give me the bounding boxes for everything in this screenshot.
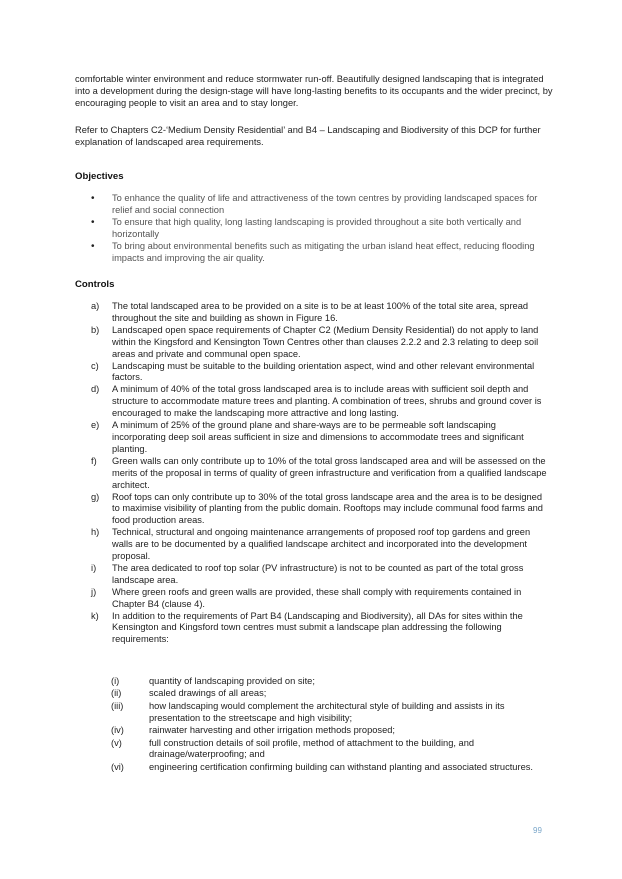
requirement-marker: (vi): [111, 761, 124, 772]
list-item: [75, 492, 550, 528]
control-text: Landscaped open space requirements of Chapter C2 (Medium Density Residential) do not apply to land within the Kingsford and Kensington Town Centres other than clauses 2.2.2 and 2.3 relating to deep soil areas and private and communal open space.: [112, 324, 539, 359]
control-text: A minimum of 40% of the total gross landscaped area is to include areas with sufficient soil depth and structure to accommodate mature trees and planting. A combination of trees, shrubs and ground cover is encouraged to make the landscaping more attractive and long lasting.: [112, 384, 542, 419]
requirements-list: [75, 676, 553, 774]
control-marker: i): [91, 562, 97, 573]
list-item: [75, 193, 553, 217]
list-item: [75, 301, 550, 325]
list-item: [75, 456, 550, 492]
bullet-icon: •: [91, 240, 95, 252]
list-item: [75, 217, 553, 241]
requirement-marker: (ii): [111, 688, 122, 699]
requirement-marker: (iv): [111, 725, 124, 736]
requirement-marker: (i): [111, 676, 120, 686]
list-item: [75, 325, 550, 361]
list-item: [75, 762, 553, 774]
list-item: [75, 527, 550, 563]
control-marker: c): [91, 360, 99, 371]
control-text: A minimum of 25% of the ground plane and share-ways are to be permeable soft landscaping incorporating deep soil areas sufficient in size and dimensions to accommodate trees and significant planting.: [112, 420, 524, 454]
requirement-text: engineering certification confirming building can withstand planting and associated structures.: [149, 761, 533, 772]
control-text: In addition to the requirements of Part B4 (Landscaping and Biodiversity), all DAs for sites within the Kensington and Kingsford town centres must submit a landscape plan addressing the following requirements:: [112, 610, 523, 645]
control-marker: g): [91, 491, 100, 502]
control-marker: d): [91, 384, 100, 395]
control-marker: b): [91, 324, 100, 335]
control-marker: j): [91, 586, 97, 597]
list-item: [75, 725, 553, 737]
control-text: Roof tops can only contribute up to 30% of the total gross landscape area and the area is to be designed to maximise visibility of planting from the public domain. Rooftops may include communal food farms and food production areas.: [112, 491, 543, 526]
list-item: [75, 420, 550, 456]
control-marker: h): [91, 527, 100, 538]
control-text: The area dedicated to roof top solar (PV infrastructure) is not to be counted as part of the total gross landscape area.: [112, 562, 524, 585]
control-text: Landscaping must be suitable to the building orientation aspect, wind and other relevant environmental factors.: [112, 360, 535, 383]
list-item: [75, 563, 550, 587]
objective-text: To bring about environmental benefits such as mitigating the urban island heat effect, reducing flooding impacts and improving the air quality.: [112, 240, 535, 263]
refer-paragraph: Refer to Chapters C2-‘Medium Density Residential’ and B4 – Landscaping and Biodiversity of this DCP for further explanation of landscaped area requirements.: [75, 125, 541, 147]
list-item: [75, 676, 553, 688]
intro-paragraph: comfortable winter environment and reduce stormwater run-off. Beautifully designed landscaping that is integrated into a development during the design-stage will have long-lasting benefits to its occupants and the wider precinct, by encouraging people to visit an area and to stay longer.: [75, 74, 553, 108]
controls-heading: Controls: [75, 279, 115, 290]
list-item: [75, 611, 550, 647]
control-text: Technical, structural and ongoing maintenance arrangements of proposed roof top gardens and green walls are to be documented by a qualified landscape architect and incorporated into the development proposal.: [112, 527, 531, 562]
requirement-text: quantity of landscaping provided on site;: [149, 676, 315, 686]
objectives-heading: Objectives: [75, 171, 124, 182]
objectives-list: [75, 193, 553, 264]
bullet-icon: •: [91, 193, 95, 204]
list-item: [75, 701, 553, 725]
list-item: [75, 587, 550, 611]
list-item: [75, 688, 553, 700]
requirement-marker: (v): [111, 737, 122, 748]
requirement-text: scaled drawings of all areas;: [149, 688, 267, 699]
requirement-marker: (iii): [111, 700, 124, 711]
requirement-text: how landscaping would complement the architectural style of building and assists in its presentation to the streetscape and high visibility;: [149, 700, 505, 723]
control-marker: f): [91, 455, 97, 466]
list-item: [75, 241, 553, 265]
control-marker: k): [91, 610, 99, 621]
list-item: [75, 361, 550, 385]
controls-list: [75, 301, 550, 646]
objective-text: To ensure that high quality, long lasting landscaping is provided throughout a site both vertically and horizontally: [112, 216, 522, 239]
requirement-text: full construction details of soil profile, method of attachment to the building, and drainage/waterproofing; and: [149, 737, 475, 760]
list-item: [75, 384, 550, 420]
control-text: Green walls can only contribute up to 10% of the total gross landscaped area and will be assessed on the merits of the proposal in terms of quality of green infrastructure and verification from a qualified landscape architect.: [112, 455, 547, 490]
bullet-icon: •: [91, 216, 95, 228]
requirement-text: rainwater harvesting and other irrigation methods proposed;: [149, 725, 395, 736]
control-marker: a): [91, 301, 100, 311]
list-item: [75, 738, 553, 762]
control-text: Where green roofs and green walls are provided, these shall comply with requirements contained in Chapter B4 (clause 4).: [112, 586, 522, 609]
objective-text: To enhance the quality of life and attractiveness of the town centres by providing landscaped spaces for relief and social connection: [112, 193, 538, 215]
page-number: 99: [533, 826, 542, 835]
control-marker: e): [91, 420, 100, 431]
control-text: The total landscaped area to be provided on a site is to be at least 100% of the total site area, spread throughout the site and building as shown in Figure 16.: [112, 301, 529, 323]
